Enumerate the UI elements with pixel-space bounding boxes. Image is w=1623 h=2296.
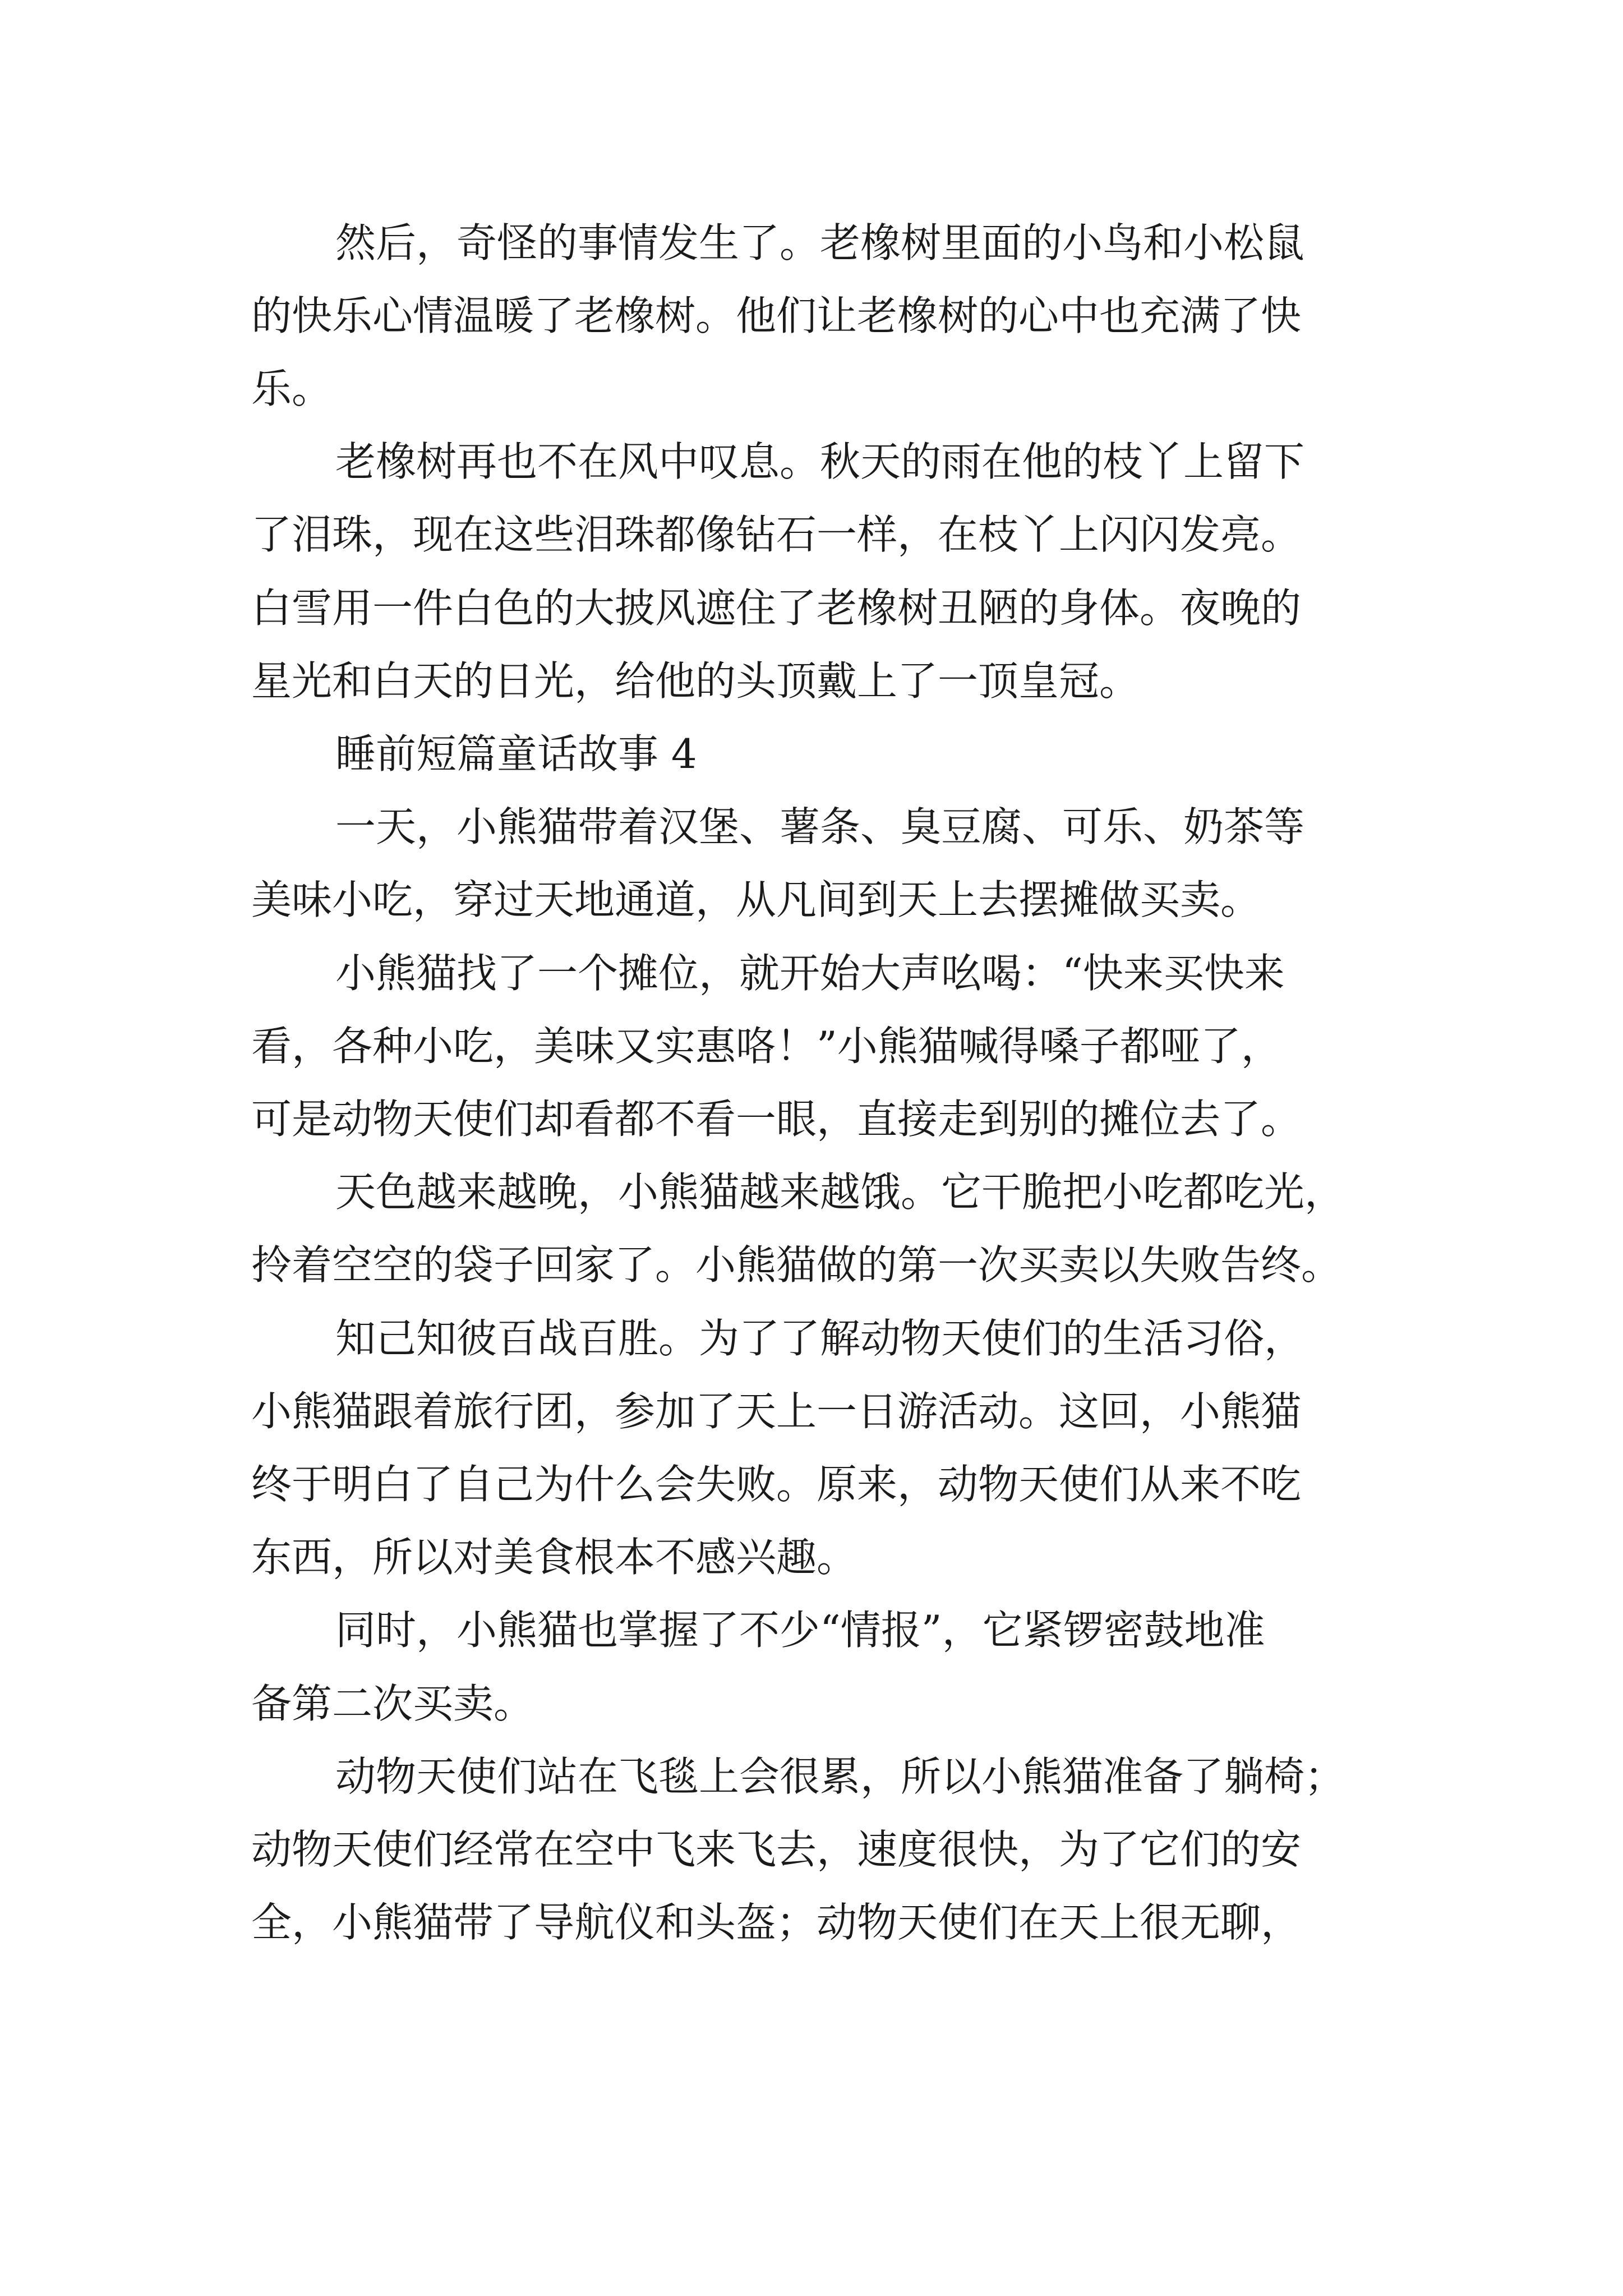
text-line: 小熊猫找了一个摊位，就开始大声吆喝：“快来买快来 [335, 950, 1285, 997]
text-line: 动物天使们经常在空中飞来飞去，速度很快，为了它们的安 [251, 1826, 1302, 1873]
text-line: 全，小熊猫带了导航仪和头盔；动物天使们在天上很无聊， [251, 1899, 1302, 1946]
text-line: 东西，所以对美食根本不感兴趣。 [251, 1534, 857, 1581]
text-line: 的快乐心情温暖了老橡树。他们让老橡树的心中也充满了快 [251, 292, 1302, 339]
text-line: 星光和白天的日光，给他的头顶戴上了一顶皇冠。 [251, 657, 1140, 705]
text-line: 终于明白了自己为什么会失败。原来，动物天使们从来不吃 [251, 1461, 1302, 1508]
text-line: 备第二次买卖。 [251, 1680, 534, 1727]
text-line: 动物天使们站在飞毯上会很累，所以小熊猫准备了躺椅； [335, 1753, 1345, 1800]
text-line: 小熊猫跟着旅行团，参加了天上一日游活动。这回，小熊猫 [251, 1388, 1302, 1435]
text-line: 看，各种小吃，美味又实惠咯！”小熊猫喊得嗓子都哑了， [251, 1023, 1281, 1070]
section-heading: 睡前短篇童话故事 4 [335, 730, 697, 777]
text-line: 知己知彼百战百胜。为了了解动物天使们的生活习俗， [335, 1315, 1305, 1362]
text-line: 白雪用一件白色的大披风遮住了老橡树丑陋的身体。夜晚的 [251, 585, 1302, 632]
text-line: 美味小吃，穿过天地通道，从凡间到天上去摆摊做买卖。 [251, 876, 1261, 923]
text-line: 拎着空空的袋子回家了。小熊猫做的第一次买卖以失败告终。 [251, 1241, 1342, 1289]
text-line: 可是动物天使们却看都不看一眼，直接走到别的摊位去了。 [251, 1096, 1302, 1143]
text-line: 老橡树再也不在风中叹息。秋天的雨在他的枝丫上留下 [335, 438, 1305, 485]
text-line: 了泪珠，现在这些泪珠都像钻石一样，在枝丫上闪闪发亮。 [251, 511, 1302, 558]
text-line: 乐。 [251, 365, 333, 412]
text-line: 同时，小熊猫也掌握了不少“情报”，它紧锣密鼓地准 [335, 1607, 1265, 1654]
text-line: 然后，奇怪的事情发生了。老橡树里面的小鸟和小松鼠 [335, 219, 1305, 266]
text-line: 天色越来越晚，小熊猫越来越饿。它干脆把小吃都吃光， [335, 1168, 1345, 1216]
text-line: 一天，小熊猫带着汉堡、薯条、臭豆腐、可乐、奶茶等 [335, 803, 1305, 850]
